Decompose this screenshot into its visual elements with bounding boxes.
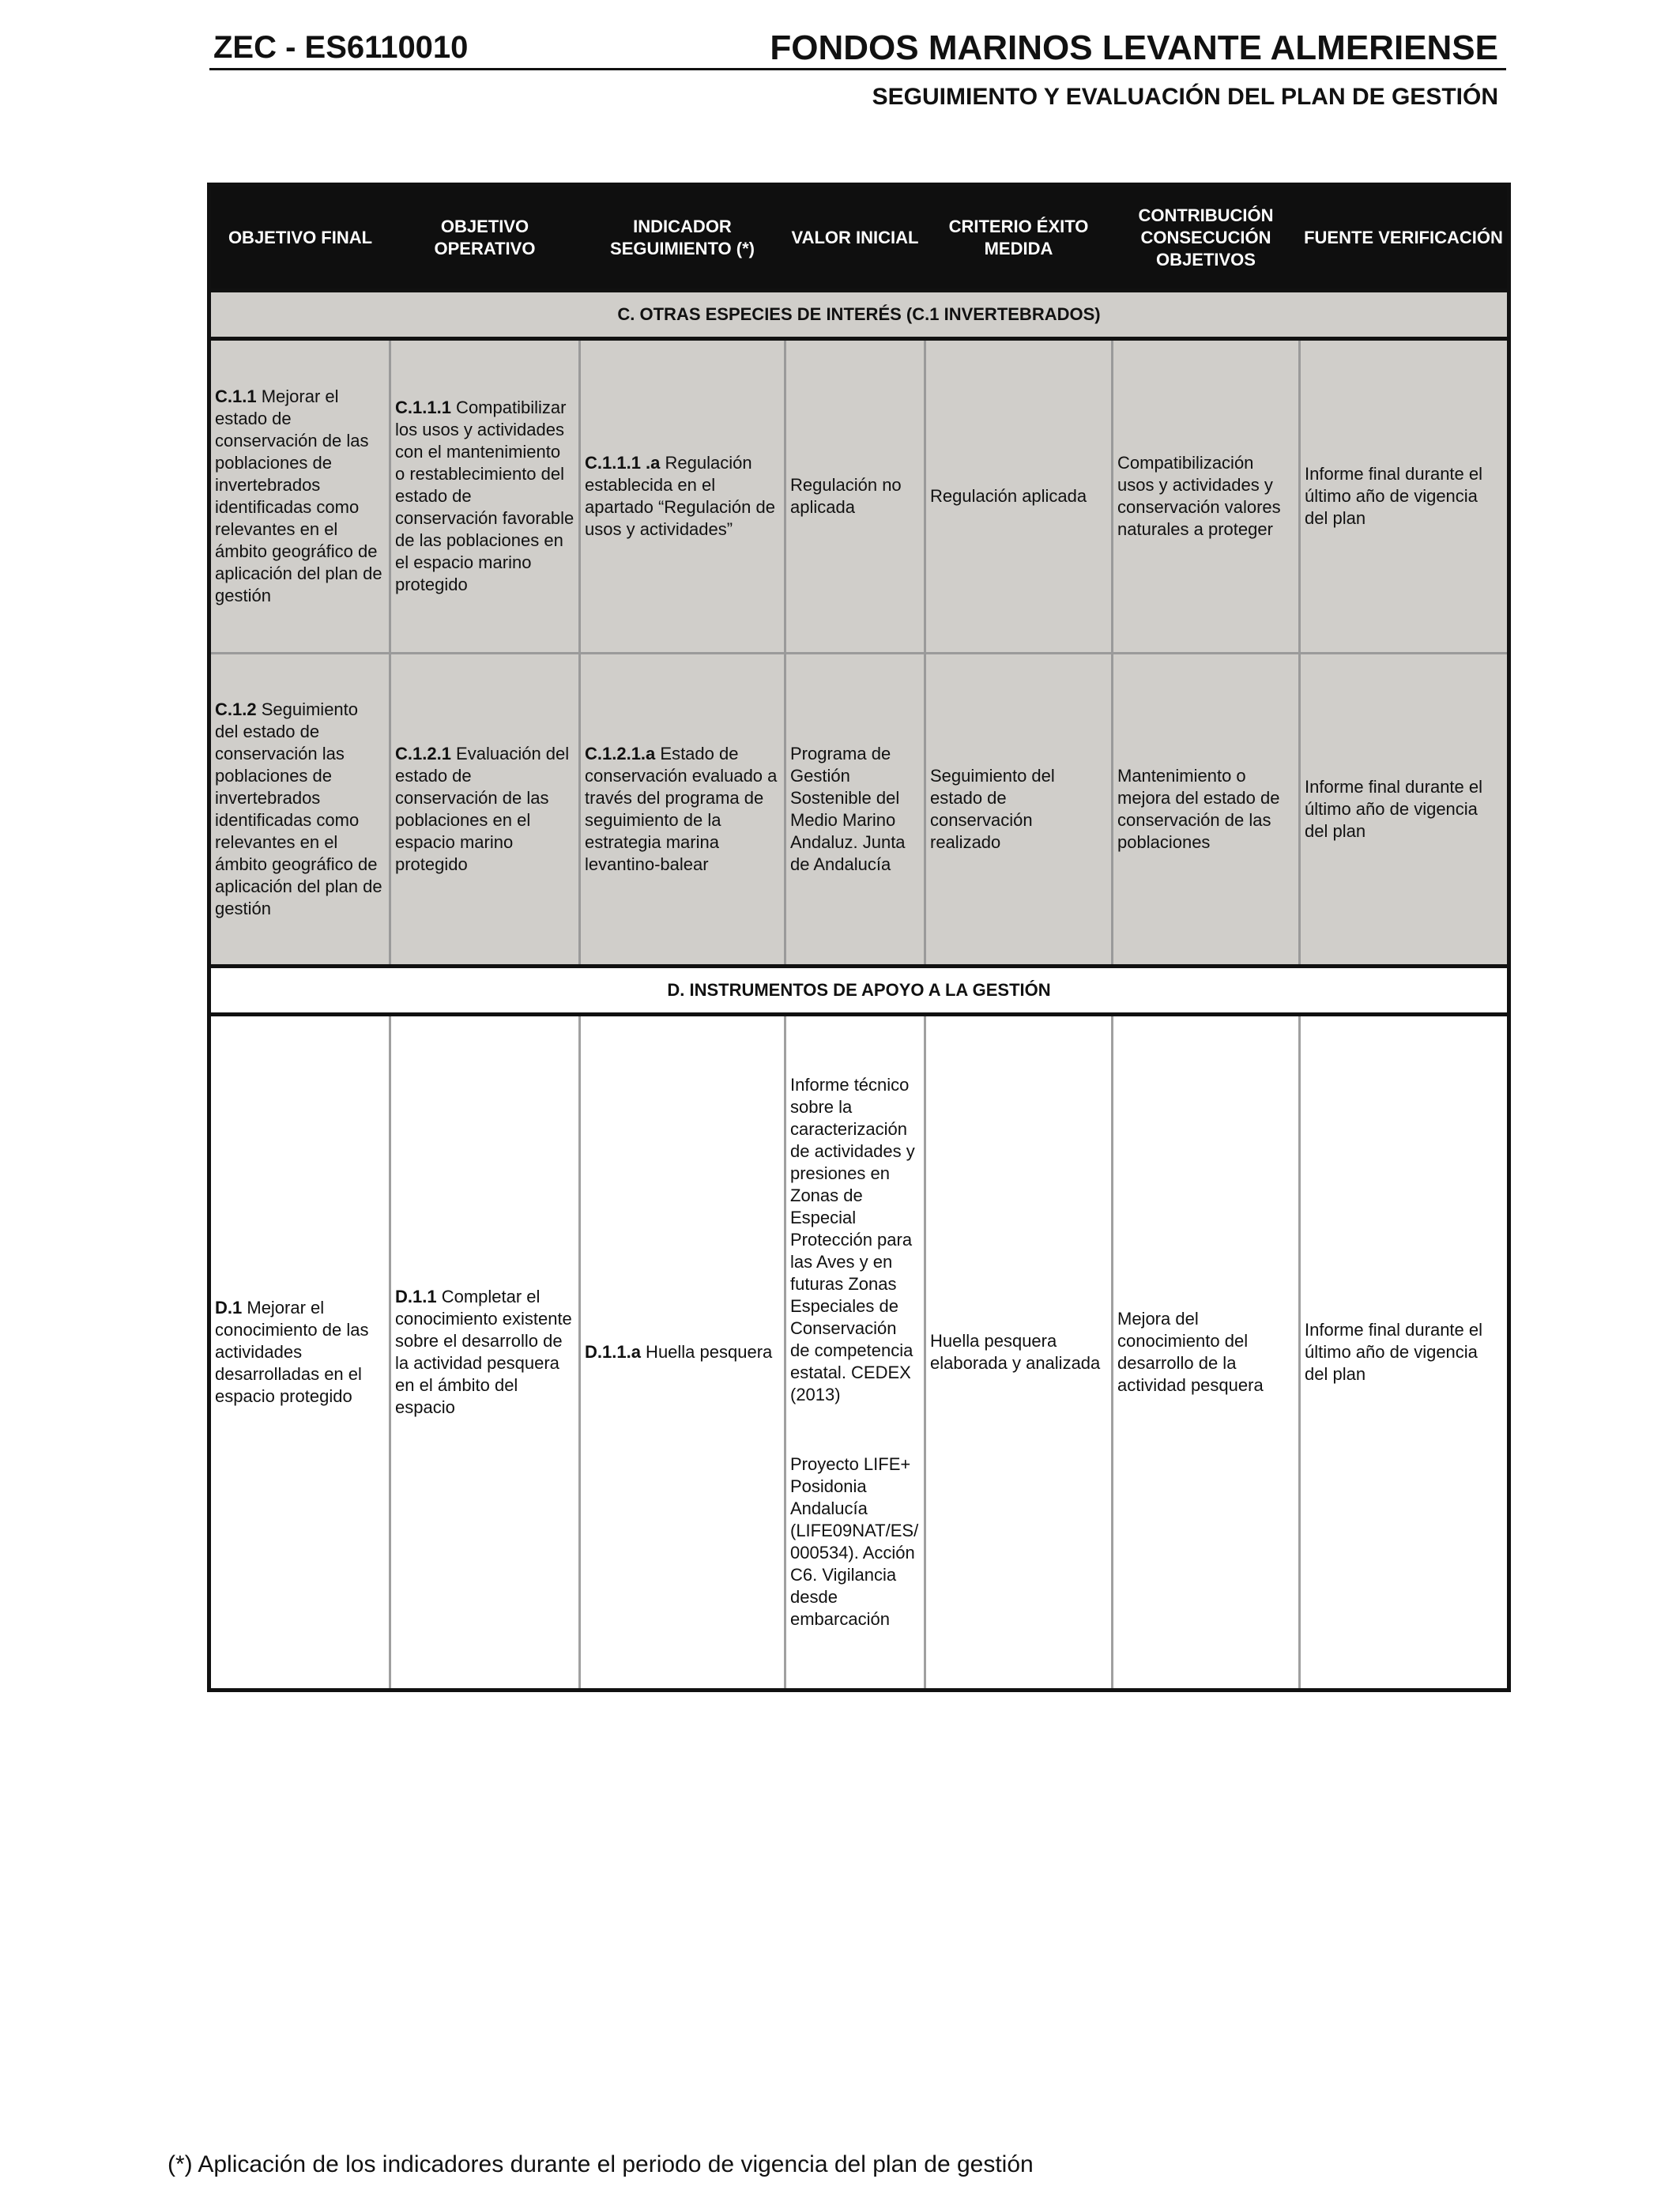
cell-text: Compatibilizar los usos y actividades con el mantenimiento o restablecimiento del estado de conservación favorable de las poblaciones en el espacio marino protegido: [395, 398, 574, 594]
cell-text: Seguimiento del estado de conservación las poblaciones de invertebrados identificadas como relevantes en el ámbito geográfico de aplicación del plan de gestión: [215, 699, 382, 918]
section-heading-row: [209, 291, 1509, 339]
table-cell: Huella pesquera elaborada y analizada: [925, 1015, 1113, 1691]
cell-text: Mejorar el conocimiento de las actividades desarrolladas en el espacio protegido: [215, 1298, 369, 1406]
objective-code: C.1.2: [215, 699, 257, 719]
indicator-code: C.1.2.1.a: [585, 744, 656, 763]
document-title: FONDOS MARINOS LEVANTE ALMERIENSE: [770, 28, 1498, 67]
column-header: CRITERIO ÉXITO MEDIDA: [925, 185, 1113, 291]
cell-text: Regulación establecida en el apartado “Regulación de usos y actividades”: [585, 453, 775, 539]
table-cell: Compatibilización usos y actividades y conservación valores naturales a proteger: [1113, 339, 1300, 654]
table-row: [209, 654, 1509, 967]
objective-code: C.1.2.1: [395, 744, 451, 763]
table-cell: [785, 1015, 925, 1691]
column-header: OBJETIVO OPERATIVO: [390, 185, 580, 291]
objective-code: C.1.1: [215, 386, 257, 406]
column-header: CONTRIBUCIÓN CONSECUCIÓN OBJETIVOS: [1113, 185, 1300, 291]
footnote: (*) Aplicación de los indicadores durante el periodo de vigencia del plan de gestión: [168, 2151, 1034, 2177]
document-subtitle: SEGUIMIENTO Y EVALUACIÓN DEL PLAN DE GESTIÓN: [872, 84, 1498, 110]
table-cell: [209, 654, 390, 967]
objective-code: D.1: [215, 1298, 243, 1318]
cell-text: Huella pesquera: [640, 1342, 773, 1362]
table-cell: Mantenimiento o mejora del estado de conservación de las poblaciones: [1113, 654, 1300, 967]
table-row: [209, 339, 1509, 654]
table-cell: Seguimiento del estado de conservación realizado: [925, 654, 1113, 967]
table-cell: [390, 654, 580, 967]
management-plan-table: [207, 183, 1511, 1692]
cell-text: Completar el conocimiento existente sobre el desarrollo de la actividad pesquera en el ámbito del espacio: [395, 1287, 572, 1417]
table-cell: Regulación aplicada: [925, 339, 1113, 654]
table-cell: Informe final durante el último año de vigencia del plan: [1300, 1015, 1509, 1691]
section-heading-row: [209, 967, 1509, 1015]
header-divider: [209, 68, 1506, 70]
table-cell: [209, 339, 390, 654]
column-header: INDICADOR SEGUIMIENTO (*): [580, 185, 785, 291]
section-heading: D. INSTRUMENTOS DE APOYO A LA GESTIÓN: [209, 967, 1509, 1015]
table-cell: Informe final durante el último año de vigencia del plan: [1300, 339, 1509, 654]
table-row: [209, 1015, 1509, 1691]
column-header: VALOR INICIAL: [785, 185, 925, 291]
site-code: ZEC - ES6110010: [213, 30, 469, 65]
indicator-code: D.1.1.a: [585, 1342, 641, 1362]
table-cell: Informe final durante el último año de vigencia del plan: [1300, 654, 1509, 967]
table-cell: [580, 654, 785, 967]
table-cell: [390, 1015, 580, 1691]
cell-text: Mejorar el estado de conservación de las poblaciones de invertebrados identificadas como relevantes en el ámbito geográfico de aplicación del plan de gestión: [215, 386, 382, 605]
table-cell: [580, 339, 785, 654]
section-heading: C. OTRAS ESPECIES DE INTERÉS (C.1 INVERTEBRADOS): [209, 291, 1509, 339]
paragraph-gap: [790, 1406, 920, 1453]
cell-text: Estado de conservación evaluado a través del programa de seguimiento de la estrategia marina levantino-balear: [585, 744, 778, 874]
table-cell: Mejora del conocimiento del desarrollo de la actividad pesquera: [1113, 1015, 1300, 1691]
table-cell: Regulación no aplicada: [785, 339, 925, 654]
objective-code: C.1.1.1: [395, 398, 451, 417]
table-cell: Programa de Gestión Sostenible del Medio Marino Andaluz. Junta de Andalucía: [785, 654, 925, 967]
cell-text: Informe técnico sobre la caracterización de actividades y presiones en Zonas de Especial Protección para las Aves y en futuras Zonas Especiales de Conservación de competencia estatal. CEDEX (2013): [790, 1075, 915, 1404]
column-header: FUENTE VERIFICACIÓN: [1300, 185, 1509, 291]
table-header-row: [209, 185, 1509, 291]
objective-code: D.1.1: [395, 1287, 437, 1306]
table-cell: [209, 1015, 390, 1691]
cell-text: Proyecto LIFE+ Posidonia Andalucía (LIFE09NAT/ES/ 000534). Acción C6. Vigilancia desde embarcación: [790, 1454, 919, 1629]
table-cell: [580, 1015, 785, 1691]
table-cell: [390, 339, 580, 654]
cell-text: Evaluación del estado de conservación de las poblaciones en el espacio marino protegido: [395, 744, 570, 874]
indicator-code: C.1.1.1 .a: [585, 453, 661, 473]
column-header: OBJETIVO FINAL: [209, 185, 390, 291]
